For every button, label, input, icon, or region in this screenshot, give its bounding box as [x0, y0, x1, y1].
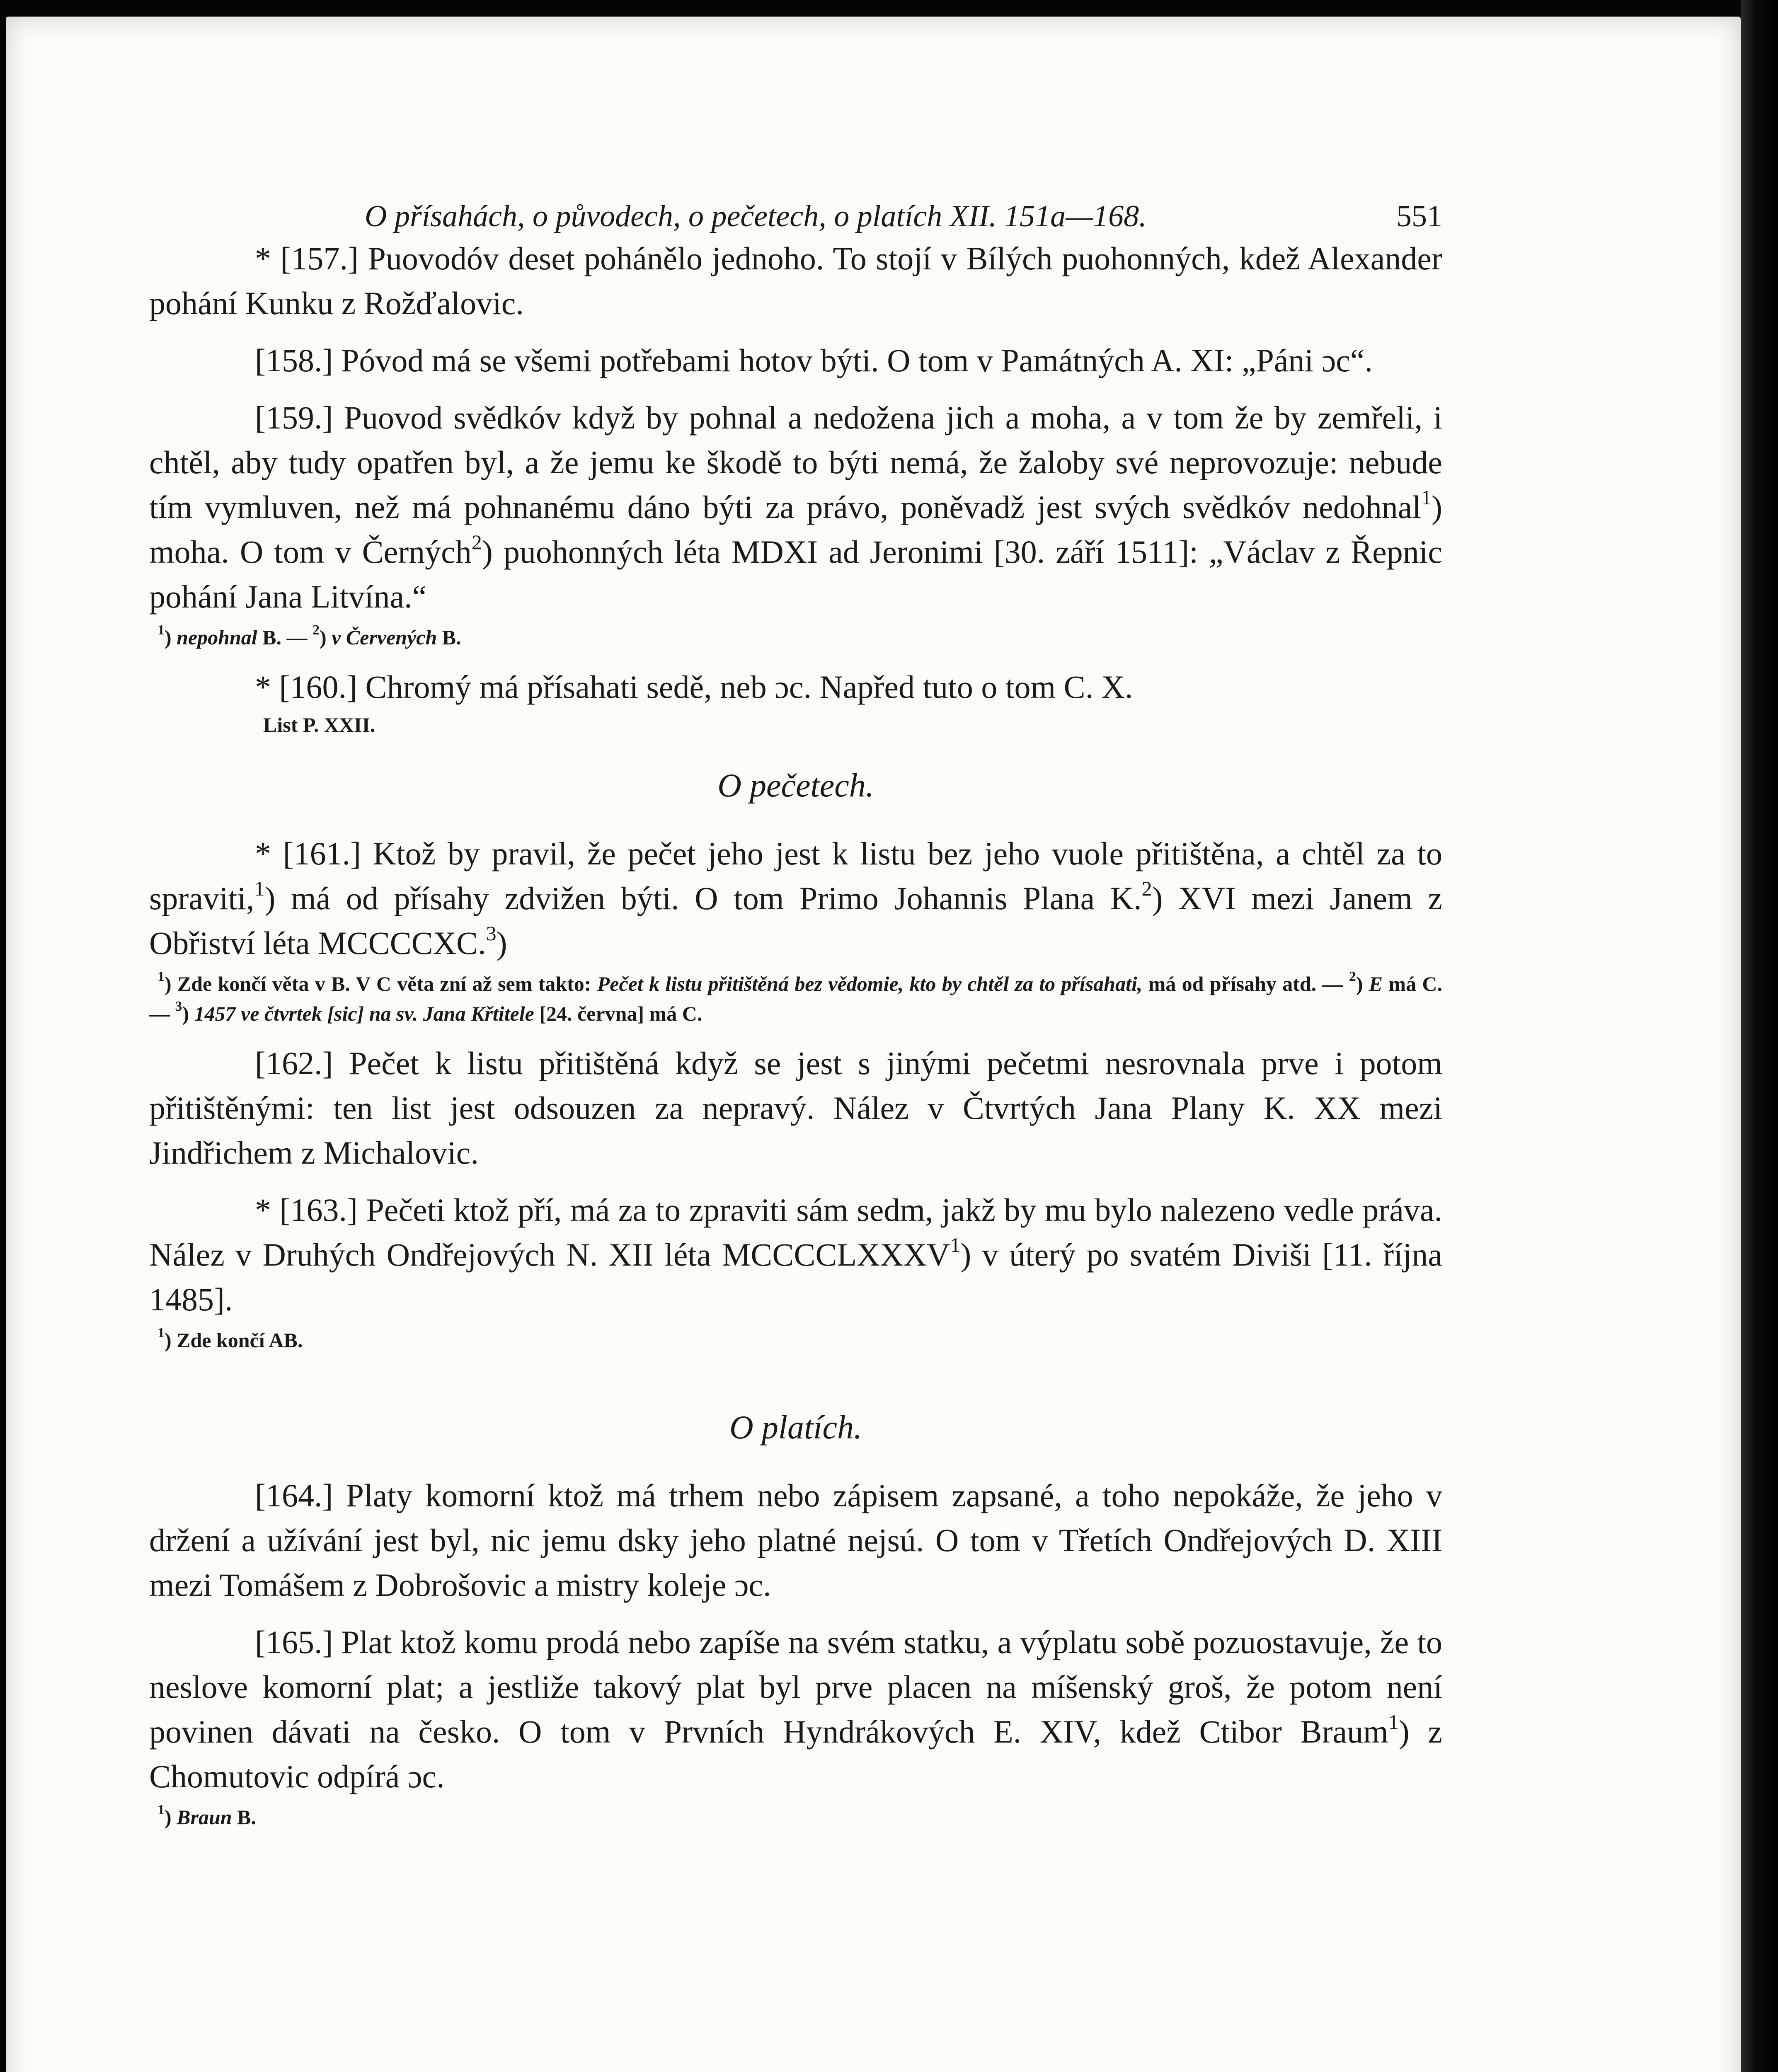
marginal-note-160: List P. XXII.	[263, 713, 375, 736]
footnote-text: B.	[437, 626, 461, 649]
footnote-variant: Pečet k listu přitištěná bez vědomie, kto by chtěl za to přísahati,	[597, 972, 1143, 995]
footnote-marker: 2	[1141, 877, 1152, 900]
entry-157: * [157.] Puovodóv deset pohánělo jednoho. To stojí v Bílých puohonných, kdež Alexander pohání Kunku z Rožďalovic.	[149, 240, 1442, 321]
running-head-title: O přísahách, o původech, o pečetech, o platích XII. 151a—168.	[365, 199, 1147, 233]
footnote-marker: 1	[950, 1233, 961, 1256]
footnote-number: 1	[157, 622, 165, 638]
entry-159-text-a: [159.] Puovod svědkóv když by pohnal a nedožena jich a moha, a v tom že by zemřeli, i chtěl, aby tudy opatřen byl, a že jemu ke škodě to býti nemá, že žaloby své neprovozuje: nebude tím vymluven, než má pohnanému dáno býti za právo, poněvadž jest svých svědkóv nedohnal	[149, 399, 1442, 525]
footnote-text: má C. —	[149, 972, 1442, 1025]
footnote-number: 1	[157, 1325, 165, 1341]
section-heading-seals: O pečetech.	[717, 767, 874, 804]
footnotes-161	[149, 969, 1442, 1029]
entry-159-text-c: ) puohonných léta MDXI ad Jeronimi [30. září 1511]: „Václav z Řepnic pohání Jana Litvína.“	[149, 534, 1442, 615]
entry-159	[149, 395, 1442, 619]
footnote-number: 2	[312, 622, 320, 638]
footnotes-165	[149, 1802, 1442, 1832]
footnote-text: B.	[232, 1806, 256, 1829]
footnote-marker: 1	[1388, 1710, 1399, 1733]
footnote-variant: nepohnal	[177, 626, 257, 649]
entry-165	[149, 1620, 1442, 1799]
entry-163-text-a: * [163.] Pečeti ktož pří, má za to zpraviti sám sedm, jakž by mu bylo nalezeno vedle práva. Nález v Druhých Ondřejových N. XII léta MCCCCLXXXV	[149, 1192, 1442, 1273]
footnote-text: )	[182, 1002, 194, 1025]
entry-165-text-a: [165.] Plat ktož komu prodá nebo zapíše na svém statku, a výplatu sobě pozuostavuje, že to neslove komorní plat; a jestliže takový plat byl prve placen na míšenský groš, že potom není povinen dávati na česko. O tom v Prvních Hyndrákových E. XIV, kdež Ctibor Braum	[149, 1624, 1442, 1750]
footnote-text: )	[165, 626, 177, 649]
entry-158: [158.] Póvod má se všemi potřebami hotov býti. O tom v Památných A. XI: „Páni ɔc“.	[255, 342, 1373, 378]
entry-164: [164.] Platy komorní ktož má trhem nebo zápisem zapsané, a toho nepokáže, že jeho v držení a užívání jest byl, nic jemu dsky jeho platné nejsú. O tom v Třetích Ondřejových D. XIII mezi Tomášem z Dobrošovic a mistry koleje ɔc.	[149, 1477, 1442, 1603]
entry-159-text-b: ) moha. O tom v Černých	[149, 489, 1442, 570]
footnote-number: 2	[1349, 969, 1356, 985]
footnote-variant: E	[1369, 972, 1383, 995]
footnote-number: 1	[157, 1802, 165, 1818]
footnote-number: 3	[175, 999, 182, 1014]
footnote-marker: 1	[254, 877, 265, 900]
footnotes-159	[149, 622, 1442, 652]
footnote-marker: 2	[471, 530, 482, 554]
footnote-marker: 3	[486, 922, 497, 945]
running-head	[149, 191, 1442, 236]
footnote-text: ) Zde končí věta v B. V C věta zní až sem takto:	[165, 972, 597, 995]
entry-160: * [160.] Chromý má přísahati sedě, neb ɔc. Napřed tuto o tom C. X.	[255, 669, 1133, 705]
footnote-marker: 1	[1421, 486, 1432, 509]
footnote-variant: 1457 ve čtvrtek [sic] na sv. Jana Křtitele	[194, 1002, 534, 1025]
page-number: 551	[1396, 199, 1442, 233]
footnote-text: B. —	[257, 626, 313, 649]
page-text	[149, 191, 1442, 1832]
footnote-text: )	[320, 626, 332, 649]
footnote-text: má od přísahy atd. —	[1142, 972, 1349, 995]
footnote-text: )	[165, 1806, 177, 1829]
entry-165-text-b: ) z Chomutovic odpírá ɔc.	[149, 1714, 1442, 1794]
entry-161-text-a: * [161.] Ktož by pravil, že pečet jeho jest k listu bez jeho vuole přitištěna, a chtěl za to spraviti,	[149, 835, 1442, 916]
footnote-text: ) Zde končí AB.	[165, 1329, 303, 1352]
entry-161-text-d: )	[496, 925, 507, 961]
entry-161-text-c: ) XVI mezi Janem z Obřiství léta MCCCCXC.	[149, 880, 1443, 961]
entry-163-text-b: ) v úterý po svatém Diviši [11. října 1485].	[149, 1237, 1442, 1317]
section-heading-payments: O platích.	[729, 1409, 862, 1446]
entry-161-text-b: ) má od přísahy zdvižen býti. O tom Primo Johannis Plana K.	[264, 880, 1142, 916]
entry-161	[149, 831, 1442, 966]
book-edge-shadow	[1741, 0, 1778, 2072]
footnotes-163	[149, 1325, 1442, 1355]
entry-162: [162.] Pečet k listu přitištěná když se jest s jinými pečetmi nesrovnala prve i potom přitištěnými: ten list jest odsouzen za nepravý. Nález v Čtvrtých Jana Plany K. XX mezi Jindřichem z Michalovic.	[149, 1045, 1442, 1171]
footnote-variant: v Červených	[332, 626, 437, 649]
footnote-variant: Braun	[177, 1806, 232, 1829]
footnote-text: )	[1356, 972, 1369, 995]
entry-163	[149, 1188, 1442, 1322]
footnote-number: 1	[157, 969, 165, 985]
footnote-text: [24. června] má C.	[534, 1002, 702, 1025]
